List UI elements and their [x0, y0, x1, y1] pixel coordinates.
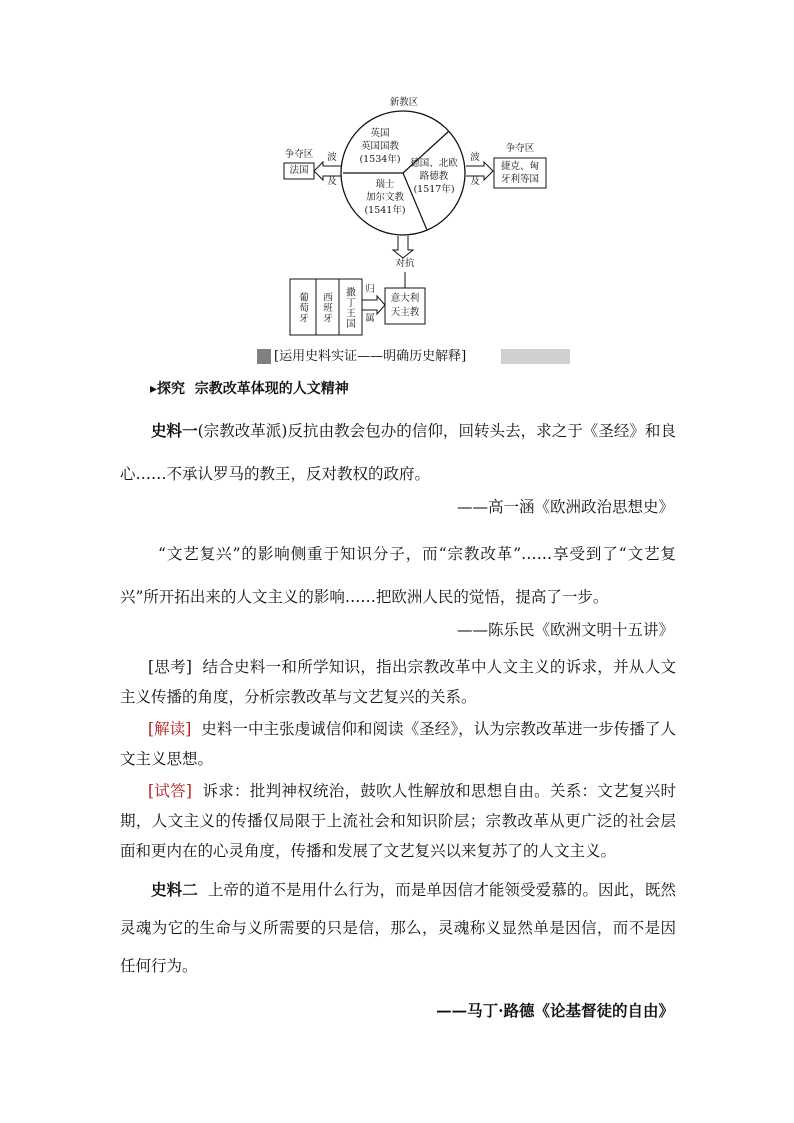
right-arrow-top: 波 — [470, 152, 480, 163]
belong-top: 归 — [365, 284, 375, 295]
banner-text: [运用史料实证——明确历史解释] — [274, 349, 467, 364]
answer-text: 诉求：批判神权统治，鼓吹人性解放和思想自由。关系：文艺复兴时期，人文主义的传播仅局限于上流社会和知识阶层；宗教改革从更广泛的社会层面和更内在的心灵角度，传播和发展了文艺复兴以来复苏了的人文主义。 — [120, 782, 676, 860]
left-region-label: 争夺区 — [284, 149, 314, 160]
section-banner — [257, 347, 570, 366]
opposition-arrow — [393, 236, 413, 258]
country-spain: 西班牙 — [321, 292, 332, 324]
reformation-diagram — [0, 0, 794, 345]
source1b-text: “文艺复兴”的影响侧重于知识分子，而“宗教改革”……享受到了“文艺复兴”所开拓出来的人文主义的影响……把欧洲人民的觉悟，提高了一步。 — [120, 545, 676, 606]
answer-label: [试答] — [148, 782, 192, 800]
source2-paragraph — [120, 871, 676, 985]
source1-citation: ——高一涵《欧洲政治思想史》 — [456, 498, 674, 516]
think-paragraph — [120, 652, 676, 712]
sector-england-church: 英国国教 — [360, 141, 399, 152]
diagram-title: 新教区 — [389, 97, 419, 108]
interpret-paragraph — [120, 714, 676, 774]
right-region-label: 争夺区 — [505, 143, 535, 154]
sector-germany-year: (1517年) — [413, 184, 455, 195]
inquiry-marker: ▸探究 — [150, 381, 186, 397]
sector-england-name: 英国 — [370, 128, 390, 139]
country-portugal: 葡萄牙 — [297, 292, 308, 324]
left-country: 法国 — [289, 165, 309, 176]
sector-swiss-name: 瑞士 — [375, 179, 395, 190]
banner-dark-bar — [257, 349, 271, 364]
think-label: [思考] — [148, 658, 192, 676]
opposition-label: 对抗 — [395, 258, 415, 269]
interpret-text: 史料一中主张虔诚信仰和阅读《圣经》，认为宗教改革进一步传播了人文主义思想。 — [120, 720, 676, 768]
sector-swiss-year: (1541年) — [364, 205, 406, 216]
source1b-citation: ——陈乐民《欧洲文明十五讲》 — [456, 621, 674, 639]
catholic-line2: 天主教 — [390, 307, 420, 318]
belong-arrow — [362, 296, 385, 314]
source2-label: 史料二 — [151, 880, 198, 899]
inquiry-heading — [150, 378, 349, 398]
country-sardinia: 撒丁王国 — [344, 287, 355, 329]
sector-germany-church: 路德教 — [419, 171, 449, 182]
left-arrow-bottom: 及 — [327, 176, 337, 187]
source1b-paragraph — [120, 533, 676, 619]
belong-bottom: 属 — [365, 313, 375, 324]
source2-text: 上帝的道不是用什么行为，而是单因信才能领受爱慕的。因此，既然灵魂为它的生命与义所需要的只是信，那么，灵魂称义显然单是因信，而不是因任何行为。 — [120, 881, 676, 975]
right-countries-line2: 牙利等国 — [500, 174, 539, 185]
source1-label: 史料一 — [151, 421, 198, 440]
inquiry-title: 宗教改革体现的人文精神 — [194, 381, 349, 397]
answer-paragraph — [120, 776, 676, 866]
right-countries-line1: 捷克、匈 — [500, 161, 539, 172]
banner-light-bar — [501, 349, 570, 364]
right-arrow-bottom: 及 — [470, 176, 480, 187]
source2-citation: ——马丁·路德《论基督徒的自由》 — [436, 1001, 674, 1020]
catholic-line1: 意大利 — [390, 293, 420, 304]
banner-label: 运用史料实证——明确历史解释 — [279, 349, 462, 364]
source1-text: (宗教改革派)反抗由教会包办的信仰，回转头去，求之于《圣经》和良心……不承认罗马的教王，反对教权的政府。 — [120, 422, 676, 483]
sector-england-year: (1534年) — [359, 154, 401, 165]
sector-swiss-church: 加尔文教 — [365, 192, 404, 203]
source1-paragraph — [120, 409, 676, 496]
interpret-label: [解读] — [148, 720, 192, 738]
think-text: 结合史料一和所学知识，指出宗教改革中人文主义的诉求，并从人文主义传播的角度，分析宗教改革与文艺复兴的关系。 — [120, 658, 676, 706]
left-arrow-top: 波 — [327, 152, 337, 163]
sector-germany-name: 德国、北欧 — [410, 158, 458, 169]
